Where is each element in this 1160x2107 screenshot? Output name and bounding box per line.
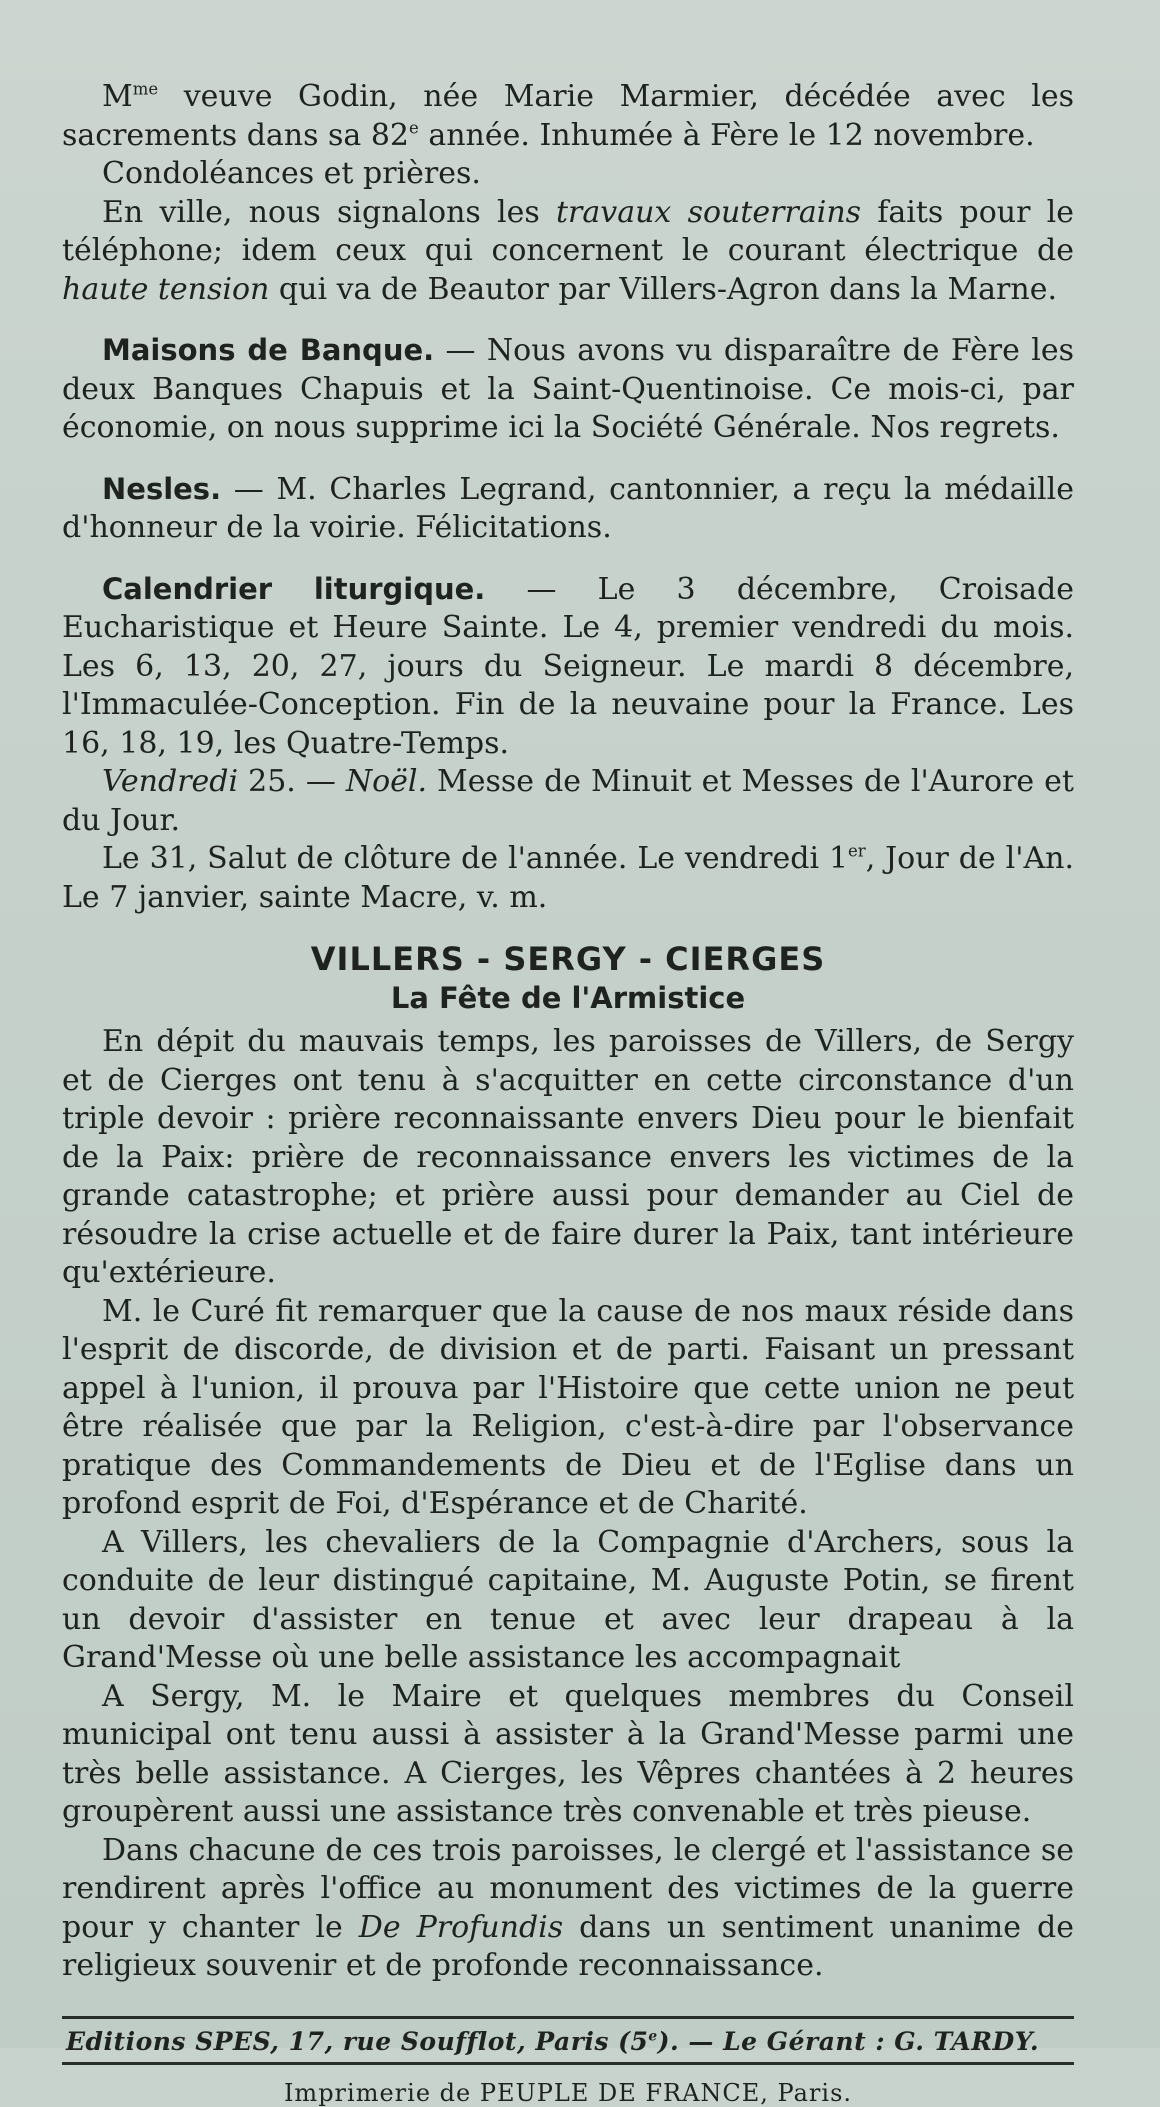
article-heading: VILLERS - SERGY - CIERGES [310, 940, 826, 978]
text-run: ). — Le Gérant : G. TARDY. [657, 2026, 1040, 2056]
text-run: Messe de Minuit et Messes de l'Aurore et du Jour. [62, 764, 1074, 838]
section-title: Calendrier liturgique. [102, 571, 486, 606]
text-run: Le 31, Salut de clôture de l'année. Le vendredi 1 [102, 841, 849, 876]
text-run: faits pour le téléphone; idem ceux qui concernent le courant électrique de [62, 194, 1075, 268]
text-run: année. Inhumée à Fère le 12 novembre. [418, 117, 1035, 153]
paragraph-obituary [62, 78, 1074, 155]
text-run: qui va de Beautor par Villers-Agron dans la Marne. [269, 271, 1058, 307]
paragraph-armistice-4: A Sergy, M. le Maire et quelques membres du Conseil municipal ont tenu aussi à assister à la Grand'Messe parmi une très belle assistance. A Cierges, les Vêpres chantées à 2 heures groupèrent aussi une assistance très convenable et très pieuse. [62, 1678, 1074, 1829]
paragraph-new-year [62, 840, 1074, 917]
section-title: Maisons de Banque. [102, 333, 435, 367]
italic-text: De Profundis [358, 1909, 564, 1945]
section-armistice [62, 1023, 1074, 1986]
footer-rule-bottom [62, 2062, 1074, 2065]
italic-text: travaux souterrains [555, 194, 862, 230]
text-run: veuve Godin, née Marie Marmier, décédée avec les sacrements dans sa 82 [62, 79, 1074, 153]
paragraph-armistice-1: En dépit du mauvais temps, les paroisses de Villers, de Sergy et de Cierges ont tenu à s'acquitter en cette circonstance d'un triple devoir : prière reconnaissante envers Dieu pour le bienfait de la Paix: prière de reconnaissance envers les victimes de la grande catastrophe; et prière aussi pour demander au Ciel de résoudre la crise actuelle et de faire durer la Paix, tant intérieure qu'extérieure. [62, 1024, 1074, 1290]
superscript: e [648, 2027, 658, 2044]
italic-text: Vendredi [102, 764, 239, 799]
text-run: Dans chacune de ces trois paroisses, le clergé et l'assistance se rendirent après l'office au monument des victimes de la guerre pour y chanter le [62, 1832, 1074, 1945]
paragraph-armistice-5 [62, 1832, 1074, 1986]
superscript: me [132, 79, 159, 99]
paragraph-town-works [62, 194, 1074, 310]
section-nesles [62, 470, 1074, 548]
text-run: — Le 3 décembre, Croisade Eucharistique et Heure Sainte. Le 4, premier vendredi du mois. Les 6, 13, 20, 27, jours du Seigneur. Le mardi 8 décembre, l'Immaculée-Conception. Fin de la neuvaine pour la France. Les 16, 18, 19, les Quatre-Temps. [62, 571, 1074, 761]
paragraph-armistice-2: M. le Curé fit remarquer que la cause de nos maux réside dans l'esprit de discorde, de division et de parti. Faisant un pressant appel à l'union, il prouva par l'Histoire que cette union ne peut être réalisée que par la Religion, c'est-à-dire par l'observance pratique des Commandements de Dieu et de l'Eglise dans un profond esprit de Foi, d'Espérance et de Charité. [62, 1293, 1074, 1521]
section-title: Nesles. [102, 471, 222, 506]
section-banks [62, 331, 1074, 448]
text-run: Editions SPES, 17, rue Soufflot, Paris (5 [66, 2026, 649, 2056]
italic-text: Noël. [345, 764, 428, 799]
paragraph-nesles [62, 470, 1074, 548]
text-run: , Jour de l'An. Le 7 janvier, sainte Macre, v. m. [62, 841, 1075, 915]
publisher-text [66, 2027, 1039, 2056]
publisher-line [62, 2019, 1074, 2062]
text-run: En ville, nous signalons les [102, 194, 556, 230]
superscript: er [848, 841, 866, 861]
text-run: dans un sentiment unanime de religieux souvenir et de profonde reconnaissance. [62, 1909, 1074, 1983]
text-run: — Nous avons vu disparaître de Fère les deux Banques Chapuis et la Saint-Quentinoise. Ce mois-ci, par économie, on nous supprime ici la Société Générale. Nos regrets. [62, 333, 1074, 445]
italic-text: haute tension [62, 271, 270, 307]
text-run: 25. — [238, 764, 346, 799]
paragraph-christmas [62, 763, 1074, 840]
superscript: e [409, 117, 419, 137]
paragraph-banks [62, 331, 1074, 448]
paragraph-armistice-3: A Villers, les chevaliers de la Compagnie d'Archers, sous la conduite de leur distingué capitaine, M. Auguste Potin, se firent un devoir d'assister en tenue et avec leur drapeau à la Grand'Messe où une belle assistance les accompagnait [62, 1524, 1074, 1675]
paragraph-condolences: Condoléances et prières. [102, 156, 481, 191]
article-subheading: La Fête de l'Armistice [390, 981, 746, 1015]
paragraph-calendar [62, 570, 1074, 764]
printer-line: Imprimerie de PEUPLE DE FRANCE, Paris. [283, 2078, 853, 2107]
section-calendar [62, 570, 1074, 918]
section-obituary [62, 78, 1074, 309]
text-run: M [102, 79, 133, 114]
text-run: — M. Charles Legrand, cantonnier, a reçu la médaille d'honneur de la voirie. Félicitations. [62, 471, 1074, 545]
